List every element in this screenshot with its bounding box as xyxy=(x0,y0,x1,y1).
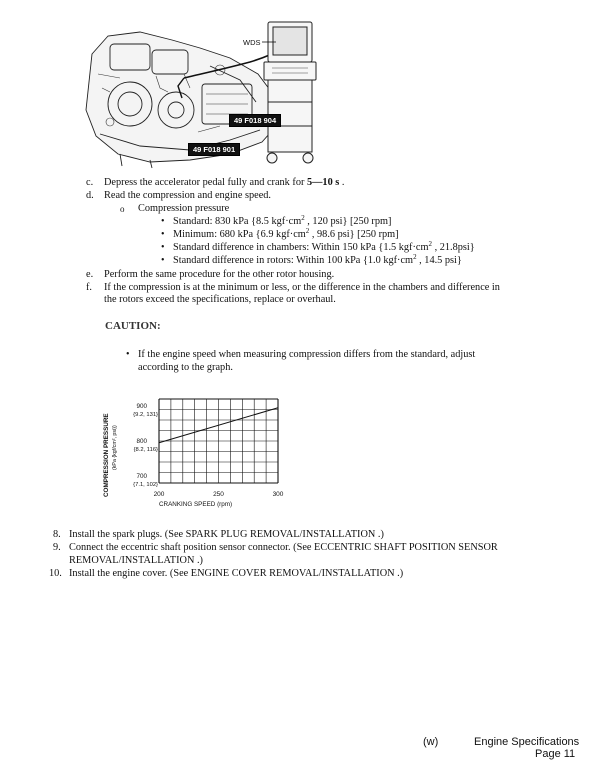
step-9-text-line1: Connect the eccentric shaft position sensor connector. (See ECCENTRIC SHAFT POSITION SENSOR xyxy=(69,542,498,553)
step-e-marker: e. xyxy=(86,269,94,280)
footer-title: Engine Specifications xyxy=(474,736,580,748)
step-f-marker: f. xyxy=(86,282,93,293)
step-c-text-a: Depress the accelerator pedal fully and crank for xyxy=(104,177,307,188)
spec-minimum-pre: Minimum: 680 kPa {6.9 kgf·cm xyxy=(173,229,306,240)
spec-minimum-post: , 98.6 psi} [250 rpm] xyxy=(309,229,399,240)
wds-leader-line xyxy=(262,40,276,44)
step-f-text-line2: the rotors exceed the specifications, replace or overhaul. xyxy=(104,294,336,305)
step-c-duration: 5—10 s xyxy=(306,177,340,188)
spec-standard-post: , 120 psi} [250 rpm] xyxy=(304,216,392,227)
step-10-text: Install the engine cover. (See ENGINE COVER REMOVAL/INSTALLATION .) xyxy=(69,568,404,579)
spec-diff-rotors-post: , 14.5 psi} xyxy=(416,255,462,266)
compression-heading: o Compression pressure xyxy=(138,203,229,215)
wds-label: WDS xyxy=(243,38,261,47)
chart-ylabel: COMPRESSION PRESSURE xyxy=(103,413,110,497)
chart-xtick-label: 250 xyxy=(213,491,224,498)
step-8-marker: 8. xyxy=(53,529,61,540)
caution-text-line2: according to the graph. xyxy=(138,362,233,373)
chart-ytick-sublabel: {7.1, 102} xyxy=(133,482,158,488)
step-9-marker: 9. xyxy=(53,542,61,553)
chart-ytick-label: 700 xyxy=(136,473,147,480)
step-c-text xyxy=(104,177,344,189)
footer-code: (w) xyxy=(423,736,439,748)
step-10-marker: 10. xyxy=(49,568,62,579)
chart-ylabel-units: (kPa {kgf/cm², psi}) xyxy=(112,425,118,470)
chart-xlabel: CRANKING SPEED (rpm) xyxy=(159,501,233,508)
spec-diff-rotors xyxy=(173,255,462,267)
spec-diff-chambers xyxy=(173,242,475,254)
step-c-text-b: . xyxy=(339,177,345,188)
spec-diff-rotors-sup: 2 xyxy=(413,253,417,261)
chart-ytick-label: 800 xyxy=(136,438,147,445)
step-9-text-line2: REMOVAL/INSTALLATION .) xyxy=(69,555,203,566)
spec-standard-pre: Standard: 830 kPa {8.5 kgf·cm xyxy=(173,216,302,227)
chart-ytick-label: 900 xyxy=(136,403,147,410)
chart-xtick-label: 200 xyxy=(153,491,165,498)
chart-ytick-sublabel: {8.2, 116} xyxy=(133,447,158,453)
spec-diff-rotors-pre: Standard difference in rotors: Within 100 kPa {1.0 kgf·cm xyxy=(173,255,414,266)
chart-ytick-sublabel: {9.2, 131} xyxy=(133,412,158,418)
step-d-text: Read the compression and engine speed. xyxy=(104,190,271,201)
spec-diff-chambers-post: , 21.8psi} xyxy=(432,242,475,253)
caution-title: CAUTION: xyxy=(105,320,161,332)
step-f-text-line1: If the compression is at the minimum or less, or the difference in the chambers and difference in xyxy=(104,282,500,293)
step-8-text: Install the spark plugs. (See SPARK PLUG REMOVAL/INSTALLATION .) xyxy=(69,529,384,540)
compression-chart xyxy=(90,385,305,515)
tool-label-49f018904: 49 F018 904 xyxy=(229,114,281,127)
step-d-marker: d. xyxy=(86,190,94,201)
tool-label-49f018901: 49 F018 901 xyxy=(188,143,240,156)
step-e-text: Perform the same procedure for the other rotor housing. xyxy=(104,269,335,280)
spec-standard-sup: 2 xyxy=(301,214,305,222)
caution-text-line1: • If the engine speed when measuring compression differs from the standard, adjust xyxy=(138,349,475,361)
spec-diff-chambers-sup: 2 xyxy=(428,240,432,248)
step-c-marker: c. xyxy=(86,177,94,188)
spec-diff-chambers-pre: Standard difference in chambers: Within 150 kPa {1.5 kgf·cm xyxy=(173,242,429,253)
footer-page: Page 11 xyxy=(535,748,576,760)
spec-standard xyxy=(173,216,391,228)
spec-minimum xyxy=(173,229,399,241)
spec-minimum-sup: 2 xyxy=(305,227,310,235)
chart-xtick-label: 300 xyxy=(272,491,284,498)
